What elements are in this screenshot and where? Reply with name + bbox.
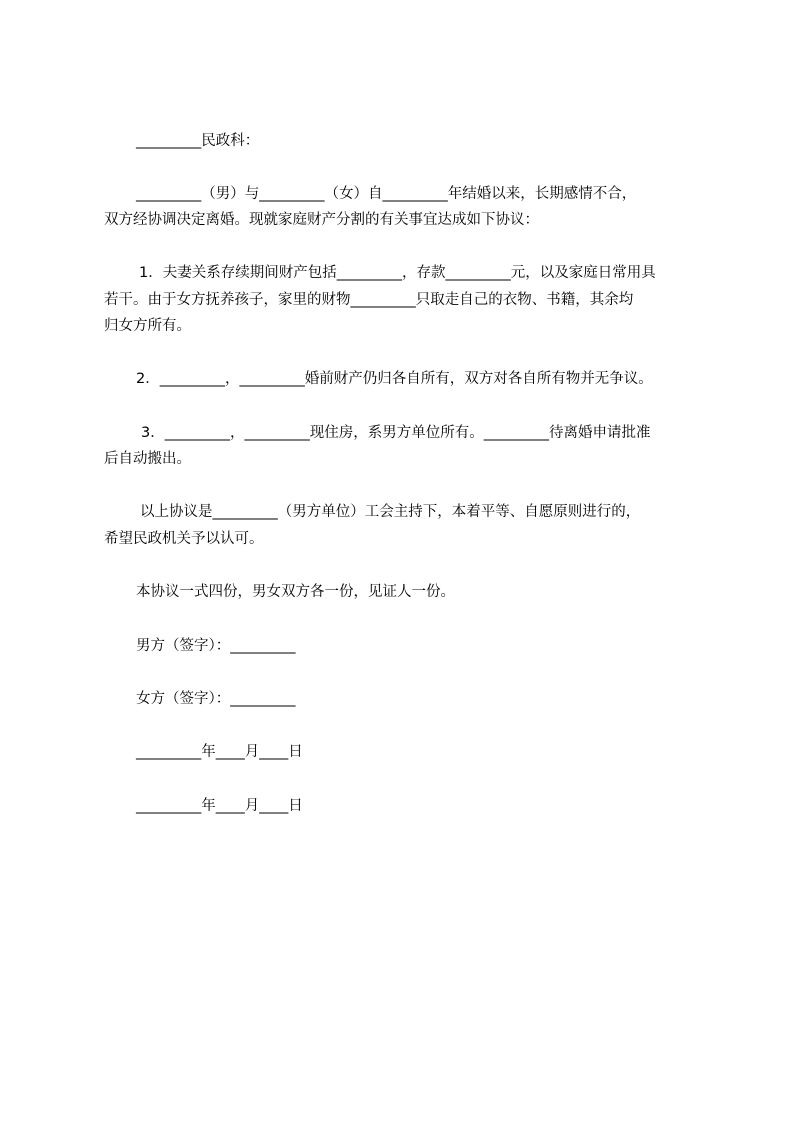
item-3-line-2: 后自动搬出。 [104, 451, 191, 467]
date-line-1: _________年____月____日 [136, 744, 303, 760]
item-3-line-1: 3．_________，_________现住房，系男方单位所有。_________待离婚申请批准 [141, 425, 651, 441]
intro-line-2: 双方经协调决定离婚。现就家庭财产分割的有关事宜达成如下协议： [104, 212, 539, 228]
date-line-2: _________年____月____日 [136, 798, 303, 814]
closing-line-2: 希望民政机关予以认可。 [104, 531, 264, 547]
male-signature-line: 男方（签字）：_________ [136, 638, 296, 654]
female-signature-line: 女方（签字）：_________ [136, 691, 296, 707]
copies-statement: 本协议一式四份，男女双方各一份，见证人一份。 [136, 584, 455, 600]
item-1-line-1: 1．夫妻关系存续期间财产包括_________，存款_________元，以及家庭日常用具 [139, 265, 656, 281]
closing-line-1: 以上协议是_________（男方单位）工会主持下，本着平等、自愿原则进行的， [140, 504, 641, 520]
intro-line-1: _________（男）与_________（女）自_________年结婚以来，长期感情不合， [136, 186, 637, 202]
addressee-line: _________民政科： [136, 133, 260, 149]
item-2-line-1: 2．_________，_________婚前财产仍归各自所有，双方对各自所有物并无争议。 [136, 371, 653, 387]
item-1-line-2: 若干。由于女方抚养孩子，家里的财物_________只取走自己的衣物、书籍，其余均 [104, 292, 634, 308]
item-1-line-3: 归女方所有。 [104, 318, 191, 334]
